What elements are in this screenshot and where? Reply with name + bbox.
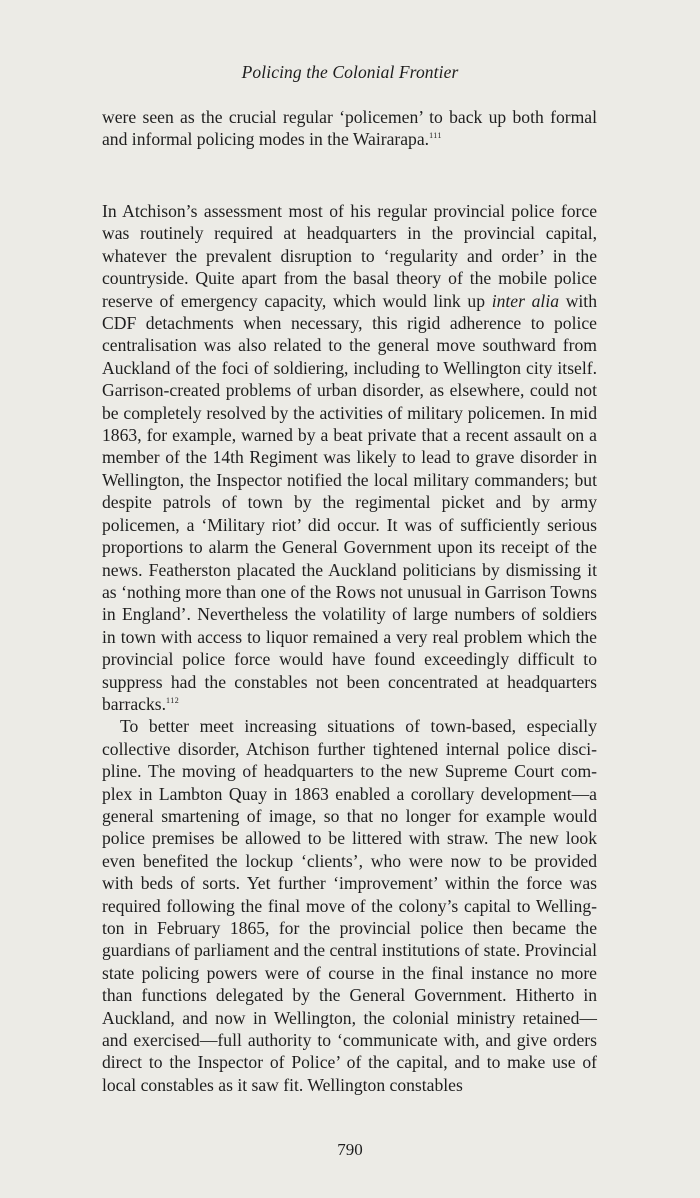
paragraph-2: To better meet increasing situations of town-based, especially collective disorder, Atchison further tightened internal police discipline. The moving of headquarters to the new Supreme Court complex in Lambton Quay in 1863 enabled a corollary development—a general smartening of image, so that no longer for example would police premises be allowed to be littered with straw. The new look even benefited the lockup ‘clients’, who were now to be provided with beds of sorts. Yet further ‘improvement’ within the force was required following the final move of the colony’s capital to Wellington in February 1865, for the provincial police then became the guardians of parliament and the central institutions of state. Provincial state policing powers were of course in the final instance no more than functions delegated by the General Government. Hitherto in Auckland, and now in Wellington, the colonial ministry retained—and exercised—full authority to ‘communicate with, and give orders direct to the Inspector of Police’ of the capital, and to make use of local constables as it saw fit. Wellington constables	[102, 716, 597, 1095]
paragraph-1-italic-phrase: inter alia	[491, 290, 560, 311]
paragraph-1-text-b: with CDF detachments when necessary, this rigid adherence to police centralisation was also related to the general move southward from Auckland of the foci of soldiering, including to Wellington city itself. Garrison-created problems of urban disorder, as elsewhere, could not be completely resolved by the activities of military policemen. In mid 1863, for example, warned by a beat private that a recent assault on a member of the 14th Regiment was likely to lead to grave disorder in Wellington, the Inspector notified the local military commanders; but despite patrols of town by the regimental picket and by army policemen, a ‘Military riot’ did occur. It was of sufficiently serious proportions to alarm the General Government upon its receipt of the news. Featherston placated the Auckland politicians by dismissing it as ‘nothing more than one of the Rows not unusual in Garrison Towns in England’. Nevertheless the volatility of large numbers of soldiers in town with access to liquor remained a very real problem which the provincial police force would have found exceedingly difficult to suppress had the constables not been concentrated at headquarters barracks.	[102, 290, 597, 714]
running-head: Policing the Colonial Frontier	[241, 62, 459, 82]
page-number: 790	[337, 1140, 363, 1159]
paragraph-1-text-a: In Atchison’s assessment most of his regular provincial police force was routinely required at headquarters in the provincial capital, whatever the prevalent disruption to ‘regularity and order’ in the countryside. Quite apart from the basal theory of the mobile police reserve of emergency capacity, which would link up	[102, 201, 597, 311]
continuation-text: were seen as the crucial regular ‘policemen’ to back up both formal and informal policing modes in the Wairarapa.	[102, 107, 597, 150]
footnote-ref-112: 112	[165, 695, 180, 705]
body-text	[102, 200, 597, 1096]
continuation-paragraph	[102, 106, 597, 151]
footnote-ref-111: 111	[429, 131, 442, 141]
paragraph-1	[102, 200, 597, 715]
